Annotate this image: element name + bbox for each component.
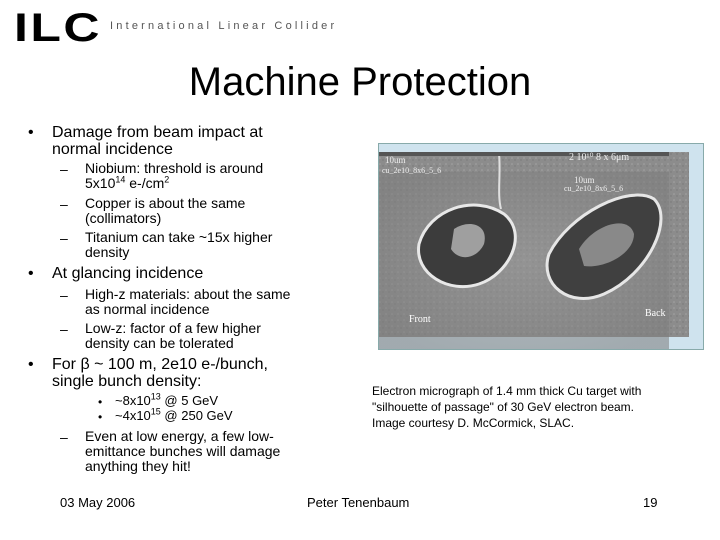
bullet-marker: • (28, 124, 34, 141)
logo-mark: ILC (14, 6, 103, 50)
dot-marker: • (98, 410, 103, 424)
scale-label-1: 10um (385, 155, 406, 165)
scale-label-top-right: 2 10¹⁰ 8 x 6μm (569, 152, 630, 163)
dash-marker: – (60, 429, 68, 445)
electron-micrograph (378, 143, 704, 350)
sub2-item-low-z: Low-z: factor of a few higher density can be tolerated (85, 320, 261, 351)
front-label: Front (409, 314, 431, 325)
sub1-item-copper: Copper is about the same (collimators) (85, 195, 246, 226)
footer-author: Peter Tenenbaum (307, 495, 410, 510)
sample-id-2: cu_2e10_8x6_5_6 (564, 184, 624, 193)
sub3-dot-5gev: $\sim 8x10^{13}$ @ 5 GeV (115, 391, 219, 408)
dash-marker: – (60, 287, 68, 303)
micrograph-caption: Electron micrograph of 1.4 mm thick Cu target with "silhouette of passage" of 30 GeV electron beam. Image courtesy D. McCormick, SLAC. (372, 384, 642, 430)
back-label: Back (645, 308, 666, 319)
footer-page-number: 19 (643, 495, 658, 510)
bullet-2: At glancing incidence (52, 265, 204, 282)
dash-marker: – (60, 321, 68, 337)
dash-marker: – (60, 161, 68, 177)
bullet-1: Damage from beam impact at normal incidence (52, 124, 263, 158)
scale-label-2: 10um (574, 175, 595, 185)
slide-title: Machine Protection (188, 60, 532, 104)
bullet-3: For β ~ 100 m, 2e10 e-/bunch, single bunch density: (52, 356, 268, 390)
sub3-item-low-energy: Even at low energy, a few low- emittance bunches will damage anything they hit! (85, 428, 281, 474)
sample-id-1: cu_2e10_8x6_5_6 (382, 166, 442, 175)
dot-marker: • (98, 395, 103, 409)
bullet-marker: • (28, 265, 34, 282)
logo-subtitle: International Linear Collider (110, 20, 338, 32)
sub3-dot-250gev: $\sim 4x10^{15}$ @ 250 GeV (115, 406, 233, 423)
footer-date: 03 May 2006 (60, 495, 136, 510)
sub2-item-high-z: High-z materials: about the same as normal incidence (85, 286, 291, 317)
sub1-item-titanium: Titanium can take ~15x higher density (85, 229, 273, 260)
sub1-item-niobium: Niobium: threshold is around $5x10^{14}$ $e-/cm^2$ (85, 160, 264, 191)
dash-marker: – (60, 230, 68, 246)
bullet-marker: • (28, 356, 34, 373)
ilc-logo (14, 6, 103, 50)
dash-marker: – (60, 196, 68, 212)
